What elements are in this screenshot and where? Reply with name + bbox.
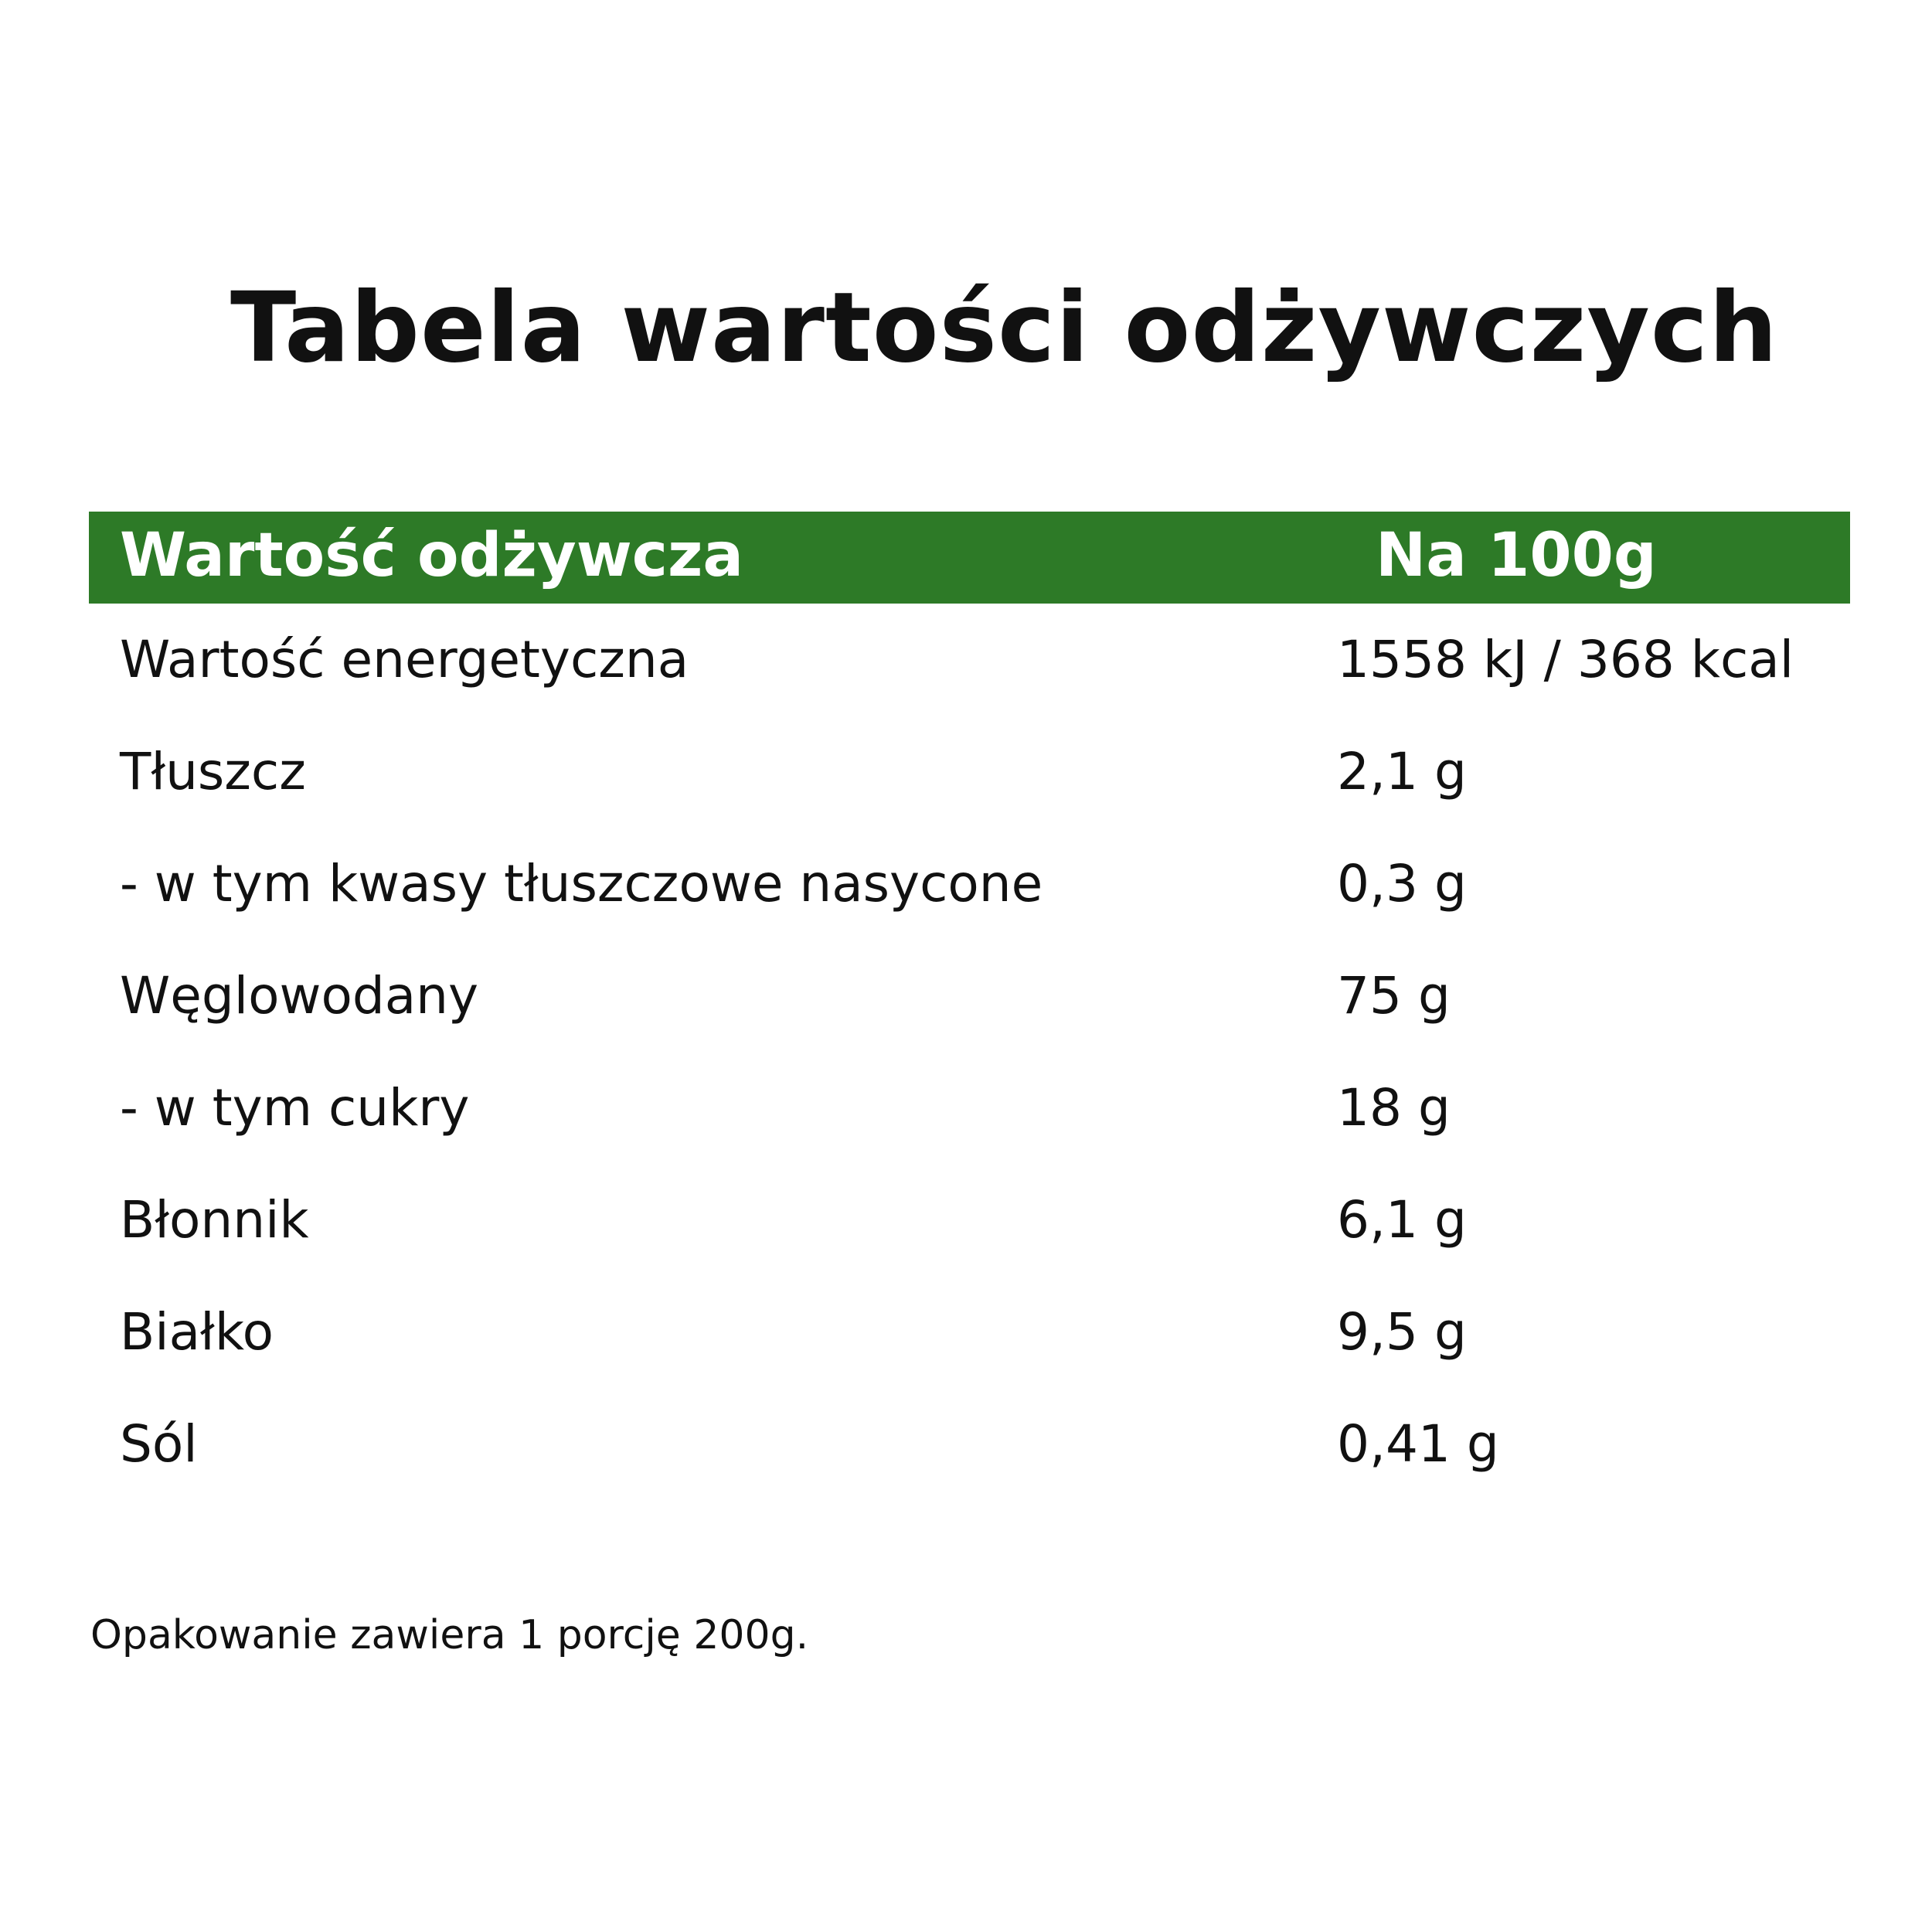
header-nutrient-label: Wartość odżywcza	[120, 521, 744, 590]
nutrient-value: 9,5 g	[1337, 1302, 1467, 1362]
nutrition-table	[89, 512, 1850, 1500]
table-row	[89, 1276, 1850, 1388]
nutrient-name: Tłuszcz	[120, 742, 306, 801]
table-row	[89, 1052, 1850, 1164]
nutrient-value: 6,1 g	[1337, 1190, 1467, 1250]
table-row	[89, 828, 1850, 940]
table-row	[89, 716, 1850, 828]
table-header	[89, 512, 1850, 604]
table-row	[89, 604, 1850, 716]
nutrient-name: Białko	[120, 1302, 274, 1362]
nutrient-name: - w tym kwasy tłuszczowe nasycone	[120, 854, 1043, 913]
table-row	[89, 1164, 1850, 1276]
page-title: Tabela wartości odżywczych	[230, 272, 1778, 384]
nutrient-value: 0,41 g	[1337, 1414, 1499, 1474]
nutrient-value: 18 g	[1337, 1078, 1451, 1138]
nutrient-name: Błonnik	[120, 1190, 309, 1250]
nutrient-name: - w tym cukry	[120, 1078, 470, 1138]
nutrient-value: 75 g	[1337, 966, 1451, 1026]
nutrient-value: 2,1 g	[1337, 742, 1467, 801]
nutrient-name: Węglowodany	[120, 966, 479, 1026]
nutrient-name: Wartość energetyczna	[120, 630, 689, 689]
table-row	[89, 1388, 1850, 1500]
nutrient-name: Sól	[120, 1414, 198, 1474]
nutrient-value: 1558 kJ / 368 kcal	[1337, 630, 1794, 689]
package-footnote: Opakowanie zawiera 1 porcję 200g.	[90, 1612, 809, 1658]
nutrient-value: 0,3 g	[1337, 854, 1467, 913]
header-per-100g-label: Na 100g	[1376, 521, 1657, 590]
table-row	[89, 940, 1850, 1052]
